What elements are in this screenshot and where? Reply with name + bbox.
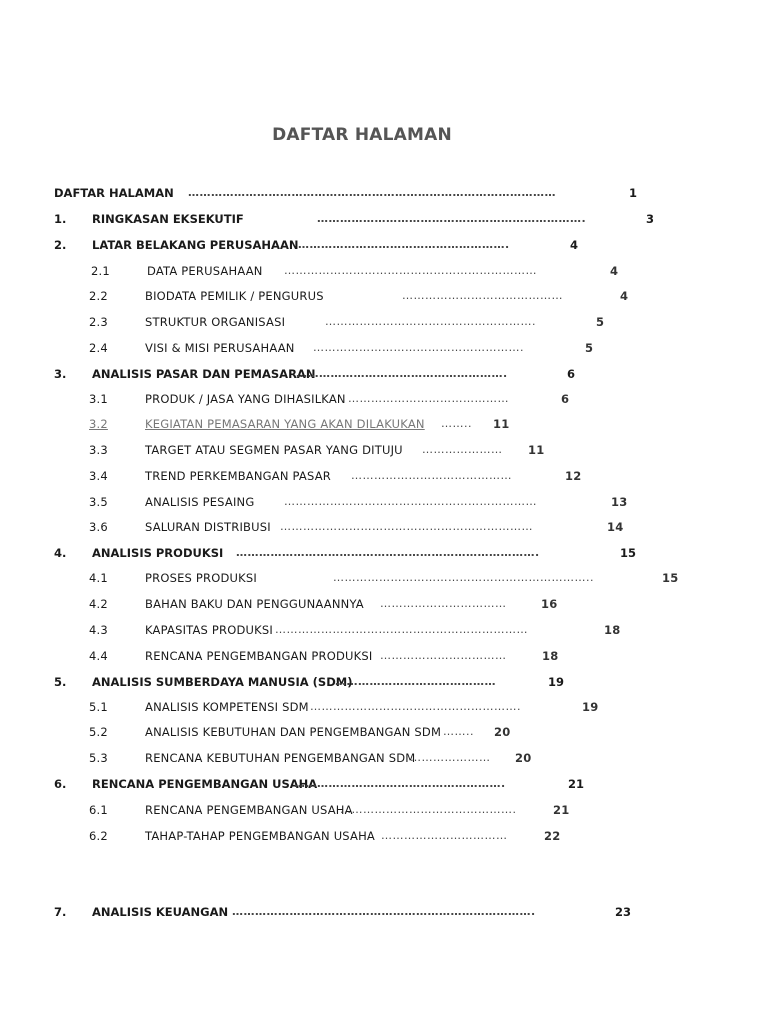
toc-entry-number: 2.1 [91,264,110,278]
toc-entry-label: PRODUK / JASA YANG DIHASILKAN [145,392,346,406]
toc-entry-label: PROSES PRODUKSI [145,571,257,585]
toc-entry-number: 4. [54,546,67,560]
toc-entry-label: RENCANA PENGEMBANGAN USAHA [145,803,353,817]
toc-leader-dots: ………………………………………………………….. [333,571,594,584]
toc-entry [0,467,768,485]
toc-entry [0,441,768,459]
toc-entry-label: LATAR BELAKANG PERUSAHAAN [92,238,299,252]
toc-leader-dots: ………………… [422,443,503,456]
toc-page-number: 5 [596,315,605,329]
toc-page-number: 14 [607,520,624,534]
toc-entry [0,313,768,331]
toc-entry [0,723,768,741]
toc-entry-number: 7. [54,905,67,919]
toc-page-number: 6 [567,367,576,381]
toc-entry-label: RENCANA KEBUTUHAN PENGEMBANGAN SDM [145,751,416,765]
toc-entry-label: DAFTAR HALAMAN [54,186,174,200]
toc-page-number: 1 [629,186,638,200]
toc-leader-dots: ………………………………………………. [296,367,508,380]
toc-leader-dots: ………………………………………………………… [284,495,537,508]
toc-page-number: 12 [565,469,582,483]
toc-entry-label: ANALISIS KEUANGAN [92,905,229,919]
toc-leader-dots: ………………………………………………………… [280,520,533,533]
toc-leader-dots: …………………………… [380,597,507,610]
toc-entry [0,595,768,613]
toc-page-number: 11 [528,443,545,457]
toc-page-number: 3 [646,212,655,226]
toc-leader-dots: …………………………… [380,649,507,662]
toc-entry-label: STRUKTUR ORGANISASI [145,315,286,329]
toc-page-number: 21 [553,803,570,817]
toc-page-number: 19 [582,700,599,714]
toc-leader-dots: ……………………………………………………………………. [232,905,536,918]
toc-entry [0,698,768,716]
toc-page-number: 5 [585,341,594,355]
toc-leader-dots: …………………………… [381,829,508,842]
toc-entry [0,493,768,511]
page-title: DAFTAR HALAMAN [272,125,452,145]
toc-page-number: 20 [494,725,511,739]
toc-entry-number: 2.3 [89,315,108,329]
toc-page-number: 18 [542,649,559,663]
toc-leader-dots: ………………………………………………. [313,341,524,354]
toc-entry-number: 6.1 [89,803,108,817]
toc-entry-label: KAPASITAS PRODUKSI [145,623,273,637]
toc-page-number: 20 [515,751,532,765]
toc-leader-dots: …………………………………… [402,289,563,302]
toc-leader-dots: ……………………………………………………………………. [236,546,540,559]
toc-entry [0,390,768,408]
toc-leader-dots: …….. [441,417,472,430]
toc-entry-number: 5.1 [89,700,108,714]
toc-entry-link[interactable]: KEGIATAN PEMASARAN YANG AKAN DILAKUKAN [145,417,425,431]
toc-entry [0,184,768,202]
toc-leader-dots: …………………………………… [348,392,509,405]
toc-leader-dots: ……………………………………………………………. [317,212,587,225]
toc-entry [0,262,768,280]
toc-entry-label: ANALISIS PESAING [145,495,255,509]
toc-entry-number: 5. [54,675,67,689]
toc-page-number: 21 [568,777,585,791]
toc-entry [0,621,768,639]
toc-entry-number: 4.2 [89,597,108,611]
toc-entry [0,903,768,921]
toc-leader-dots: ………………………………………………. [310,700,521,713]
toc-leader-dots: ………………………………………………. [325,315,536,328]
toc-entry-number: 3.5 [89,495,108,509]
toc-entry [0,236,768,254]
toc-entry-number: 6. [54,777,67,791]
toc-leader-dots: ………………………………………. [340,803,517,816]
toc-entry-number: 6.2 [89,829,108,843]
toc-entry-label: ANALISIS PRODUKSI [92,546,224,560]
toc-leader-dots: ………………… [410,751,491,764]
toc-entry [0,775,768,793]
toc-entry [0,210,768,228]
toc-entry [0,673,768,691]
toc-entry-number: 3.6 [89,520,108,534]
toc-page-number: 11 [493,417,510,431]
toc-page-number: 13 [611,495,628,509]
toc-entry-number: 3.4 [89,469,108,483]
toc-entry [0,544,768,562]
toc-page-number: 22 [544,829,561,843]
toc-page-number: 4 [570,238,579,252]
toc-page-number: 4 [620,289,629,303]
toc-entry-label: ANALISIS KEBUTUHAN DAN PENGEMBANGAN SDM [145,725,442,739]
toc-entry [0,647,768,665]
toc-entry-label: RENCANA PENGEMBANGAN USAHA [92,777,318,791]
toc-entry-number-link[interactable]: 3.2 [89,417,108,431]
toc-entry-label: VISI & MISI PERUSAHAAN [145,341,295,355]
toc-entry [0,365,768,383]
toc-entry-number: 3.3 [89,443,108,457]
toc-page-number: 4 [610,264,619,278]
toc-leader-dots: ………………………………………………………… [284,264,537,277]
toc-entry-number: 5.2 [89,725,108,739]
toc-entry-number: 2. [54,238,67,252]
toc-leader-dots: …………………………………………………………………………………… [188,186,556,199]
toc-page-number: 19 [548,675,565,689]
toc-entry [0,339,768,357]
toc-entry-label: SALURAN DISTRIBUSI [145,520,271,534]
toc-page-number: 23 [615,905,632,919]
toc-entry-number: 2.2 [89,289,108,303]
toc-entry-number: 4.1 [89,571,108,585]
toc-entry-label: TARGET ATAU SEGMEN PASAR YANG DITUJU [145,443,403,457]
toc-entry-number: 4.3 [89,623,108,637]
toc-entry-label: ANALISIS PASAR DAN PEMASARAN [92,367,316,381]
toc-entry [0,518,768,536]
toc-entry [0,827,768,845]
toc-leader-dots: …………………………………… [335,675,496,688]
toc-entry [0,569,768,587]
toc-page-number: 16 [541,597,558,611]
toc-leader-dots: …………………………………… [351,469,512,482]
toc-page-number: 6 [561,392,570,406]
toc-entry-number: 2.4 [89,341,108,355]
toc-entry-label: TAHAP-TAHAP PENGEMBANGAN USAHA [145,829,376,843]
toc-entry-number: 4.4 [89,649,108,663]
toc-leader-dots: ………………………………………………. [294,777,506,790]
toc-entry-label: ANALISIS SUMBERDAYA MANUSIA (SDM) [92,675,353,689]
toc-entry-label: ANALISIS KOMPETENSI SDM [145,700,309,714]
toc-entry-label: RINGKASAN EKSEKUTIF [92,212,244,226]
toc-page-number: 15 [662,571,679,585]
toc-entry [0,287,768,305]
toc-entry-number: 1. [54,212,67,226]
toc-leader-dots: ………………………………………………. [298,238,510,251]
toc-entry-number: 3.1 [89,392,108,406]
toc-entry[interactable] [0,415,768,433]
toc-entry-label: BAHAN BAKU DAN PENGGUNAANNYA [145,597,364,611]
toc-entry-label: BIODATA PEMILIK / PENGURUS [145,289,324,303]
toc-entry [0,749,768,767]
toc-entry-number: 5.3 [89,751,108,765]
toc-entry-label: DATA PERUSAHAAN [147,264,263,278]
toc-leader-dots: ………………………………………………………… [275,623,528,636]
toc-entry-number: 3. [54,367,67,381]
toc-entry-label: TREND PERKEMBANGAN PASAR [145,469,331,483]
toc-page-number: 18 [604,623,621,637]
toc-entry [0,801,768,819]
toc-leader-dots: …….. [443,725,474,738]
toc-page-number: 15 [620,546,637,560]
toc-entry-label: RENCANA PENGEMBANGAN PRODUKSI [145,649,373,663]
